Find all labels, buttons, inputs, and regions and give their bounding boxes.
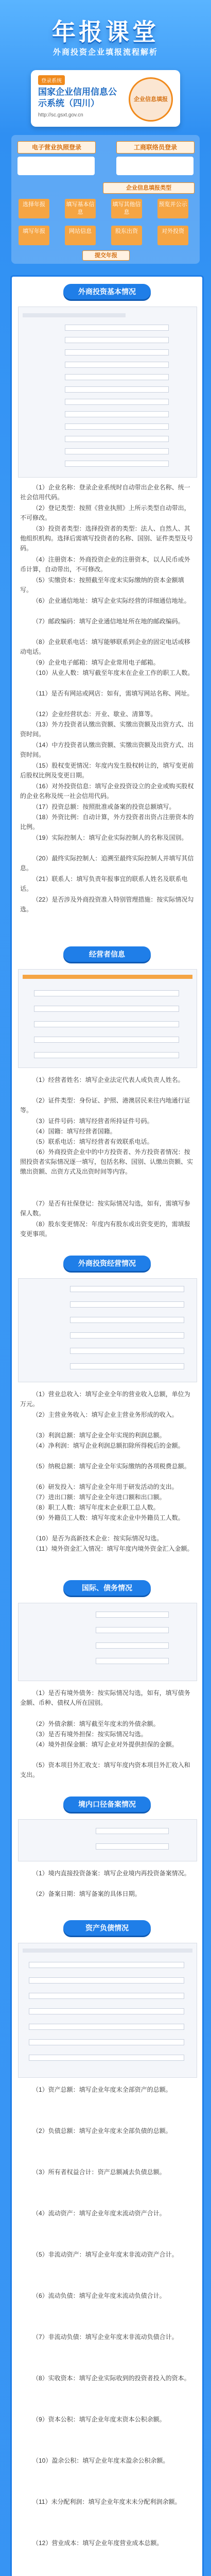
paragraph: （1）经营者姓名：填写企业法定代表人或负责人姓名。 [32,1076,184,1083]
paragraph: （7）邮政编码：填写企业通信地址所在地的邮政编码。 [32,618,184,625]
paragraph: （2）证件类型：身份证、护照、港澳居民来往内地通行证等。 [20,1097,190,1114]
badge-label: 企业信息填报 [134,96,168,103]
paragraph: （11）是否有网站或网店：如有，需填写网站名称、网址。 [32,690,194,697]
paragraph: （5）非流动资产：填写企业年度末非流动资产合计。 [32,2251,178,2258]
system-card[interactable] [31,70,180,127]
flow-step-3: 填写其他信息 [111,199,142,218]
form-field [34,1052,179,1058]
form-field [65,411,169,417]
paragraph: （2）负债总额：填写企业年度末全部负债的总额。 [32,2127,172,2134]
form-field [96,1658,169,1664]
paragraph: （7）进出口额：填写企业全年进口额和出口额。 [32,1494,166,1501]
paragraph: （2）登记类型：按照《营业执照》上所示类型自动带出，不可修改。 [20,504,190,521]
form-field [96,1843,169,1850]
form-field [65,461,169,467]
system-tag: 登录系统 [38,75,65,85]
paragraph: （11）境外资金汇入情况：填写年度内境外资金汇入金额。 [32,1545,194,1552]
paragraph: （1）企业名称：登录企业系统时自动带出企业名称、统一社会信用代码。 [20,484,190,501]
section-operation-info: 外商投资经营情况 [63,1256,151,1271]
paragraph: （1）是否有境外债务：按实际情况勾选，如有，填写债务金额、币种、债权人所在国别。 [20,1689,190,1706]
form-field [29,2008,184,2014]
form-field [34,1021,179,1027]
form-screenshot-debt [18,1603,197,1681]
paragraph: （4）国籍：填写经营者国籍。 [32,1128,116,1135]
paragraph: （5）联系电话：填写经营者有效联系电话。 [32,1138,153,1145]
document-body [10,275,204,2576]
section-basic-info: 外商投资基本情况 [63,284,151,299]
paragraph: （6）研发投入：填写企业全年用于研发活动的支出。 [32,1483,178,1490]
hero-title: 年报课堂 [52,18,159,46]
paragraph: （4）境外担保金额：填写企业对外提供担保的金额。 [32,1741,178,1748]
paragraph: （6）流动负债：填写企业年度末流动负债合计。 [32,2292,166,2299]
paragraph: （9）企业电子邮箱：填写企业常用电子邮箱。 [32,659,160,666]
form-field [70,1332,184,1338]
form-row [23,313,126,317]
paragraph: （10）是否为高新技术企业：按实际情况勾选。 [32,1535,163,1542]
flow-step2-4: 对外投资 [157,226,188,245]
section-domestic-filing: 境内口径备案情况 [63,1797,151,1812]
flow-step-4: 预览并公示 [157,199,188,218]
form-field [65,423,169,430]
form-field [96,1642,169,1649]
paragraph: （2）备案日期：填写备案的具体日期。 [32,1890,141,1897]
paragraph: （7）是否有社保登记：按实际情况勾选，如有，需填写参保人数。 [20,1200,190,1217]
paragraph: （1）境内直接投资备案：填写企业境内再投资备案情况。 [32,1870,190,1877]
paragraph: （2）主营业务收入：填写企业主营业务形成的收入。 [32,1411,178,1418]
form-field [65,325,169,331]
form-field [29,2039,184,2045]
flow-box-right [116,157,194,175]
report-badge-icon [129,77,173,122]
form-field [29,1993,184,1999]
flow-step2-1: 填写年报 [19,226,49,245]
flow-step-2: 填写基本信息 [65,199,96,218]
form-field [65,349,169,355]
paragraph: （18）外资比例：自动计算，外方投资者出资占注册资本的比例。 [20,814,194,831]
section-operator-info: 经营者信息 [63,946,151,962]
form-field [34,1037,179,1043]
paragraph: （1）资产总额：填写企业年度末全部资产的总额。 [32,2086,172,2093]
paragraph: （17）投资总额：按照批准或备案的投资总额填写。 [32,803,175,810]
form-field [29,1977,184,1984]
paragraph: （10）从业人数：填写截至年度末在企业工作的职工人数。 [32,669,194,676]
section-balance-sheet: 资产负债情况 [63,1920,151,1936]
paragraph: （4）流动资产：填写企业年度末流动资产合计。 [32,2210,166,2217]
form-field [70,1348,184,1354]
login-license-button[interactable]: 电子营业执照登录 [17,141,96,154]
paragraph: （3）证件号码：填写经营者所持证件号码。 [32,1117,153,1125]
paragraph: （15）股权变更情况：年度内发生股权转让的，填写变更前后股权比例及变更日期。 [20,762,194,779]
paragraph: （9）资本公积：填写企业年度末资本公积余额。 [32,2416,166,2423]
form-field [29,1962,184,1968]
paragraph: （8）股东变更情况：年度内有股东或出资变更的，需填报变更事项。 [20,1221,190,1238]
form-field [70,1286,184,1292]
paragraph: （7）非流动负债：填写企业年度末非流动负债合计。 [32,2333,178,2341]
paragraph: （9）外籍员工人数：填写年度末企业中外籍员工人数。 [32,1514,184,1521]
flow-step-1: 选择年报 [19,199,49,218]
paragraph: （22）是否涉及外商投资准入特别管理措施：按实际情况勾选。 [20,896,194,913]
form-field [96,1627,169,1633]
paragraph: （5）实缴资本：按照截至年度末实际缴纳的资本金额填写。 [20,577,184,594]
form-row [23,975,192,979]
submit-report-label: 提交年报 [82,250,130,261]
paragraph: （4）净利润：填写企业利润总额扣除所得税后的金额。 [32,1442,184,1449]
form-field [34,990,179,996]
form-field [96,1612,169,1618]
system-url[interactable]: http://sc.gsxt.gov.cn [38,112,83,118]
paragraph: （8）职工人数：填写年度末企业职工总人数。 [32,1504,160,1511]
form-field [34,1006,179,1012]
paragraph: （3）利润总额：填写企业全年实现的利润总额。 [32,1432,166,1439]
paragraph: （12）企业经营状态：开业、歇业、清算等。 [32,710,157,718]
section-debt-info: 国际、债务情况 [63,1580,151,1596]
form-field [70,1317,184,1323]
paragraph: （4）注册资本：外商投资企业的注册资本，以人民币或外币计算，自动带出，不可修改。 [20,556,190,573]
form-field [96,1828,169,1834]
paragraph: （3）所有者权益合计：资产总额减去负债总额。 [32,2168,166,2176]
form-screenshot-filing [18,1819,197,1861]
paragraph: （3）投资者类型：选择投资者的类型：法人、自然人、其他组织机构。选择后需填写投资者的名称、国别、证件类型及号码。 [20,525,194,552]
form-screenshot-basic [18,307,197,478]
paragraph: （5）纳税总额：填写企业全年实际缴纳的各项税费总额。 [32,1463,190,1470]
paragraph: （16）对外投资信息：填写企业投资设立的企业或购买股权的企业名称及统一社会信用代码。 [20,783,194,800]
paragraph: （8）实收资本：填写企业实际收到的投资者投入的资本。 [32,2375,190,2382]
paragraph: （19）实际控制人：填写企业实际控制人的名称及国别。 [32,834,188,841]
form-field [65,448,169,454]
paragraph: （2）外债余额：填写截至年度末的外债余额。 [32,1720,160,1727]
paragraph: （6）企业通信地址：填写企业实际经营的详细通信地址。 [32,597,190,604]
paragraph: （14）中方投资者认缴出资额、实缴出资额及出资方式、出资时间。 [20,741,194,758]
paragraph: （8）企业联系电话：填写能够联系到企业的固定电话或移动电话。 [20,638,190,655]
form-screenshot-operation [18,1278,197,1382]
flow-step2-3: 股东出资 [111,226,142,245]
paragraph: （10）盈余公积：填写企业年度末盈余公积余额。 [32,2457,169,2464]
form-field [65,386,169,393]
paragraph: （1）营业总收入：填写企业全年的营业收入总额，单位为万元。 [20,1391,190,1408]
paragraph: （13）外方投资者认缴出资额、实缴出资额及出资方式、出资时间。 [20,721,194,738]
paragraph: （11）未分配利润：填写企业年度末未分配利润余额。 [32,2498,181,2505]
select-type-label: 企业信息填报类型 [103,182,195,194]
form-screenshot-balance [18,1943,197,2078]
paragraph: （3）是否有境外担保：按实际情况勾选。 [32,1731,147,1738]
form-screenshot-operator [18,969,197,1068]
form-field [65,436,169,442]
hero-subtitle: 外商投资企业填报流程解析 [52,48,158,57]
paragraph: （6）外商投资企业中的中方投资者、外方投资者情况：按照投资者实际情况逐一填写，包括名称、国别、认缴出资额、实缴出资额、出资方式及出资时间等内容。 [20,1148,194,1175]
login-liaison-button[interactable]: 工商联络员登录 [116,141,195,154]
paragraph: （21）联系人：填写负责年报事宜的联系人姓名及联系电话。 [20,875,188,892]
paragraph: （12）营业成本：填写企业年度营业成本总额。 [32,2539,163,2547]
form-field [70,1301,184,1308]
form-field [65,362,169,368]
system-name: 国家企业信用信息公示系统（四川） [38,87,117,108]
form-row [23,1948,192,1953]
flow-box-left [17,157,95,175]
form-field [65,399,169,405]
form-field [70,1363,184,1369]
form-field [65,374,169,380]
flow-step2-2: 网站信息 [65,226,96,245]
paragraph: （5）资本项目外汇收支：填写年度内资本项目外汇收入和支出。 [20,1761,190,1778]
form-field [29,2024,184,2030]
paragraph: （20）最终实际控制人：追溯至最终实际控制人并填写其信息。 [20,855,194,872]
form-field [29,2055,184,2061]
flow-panel [11,135,200,264]
form-field [65,337,169,343]
